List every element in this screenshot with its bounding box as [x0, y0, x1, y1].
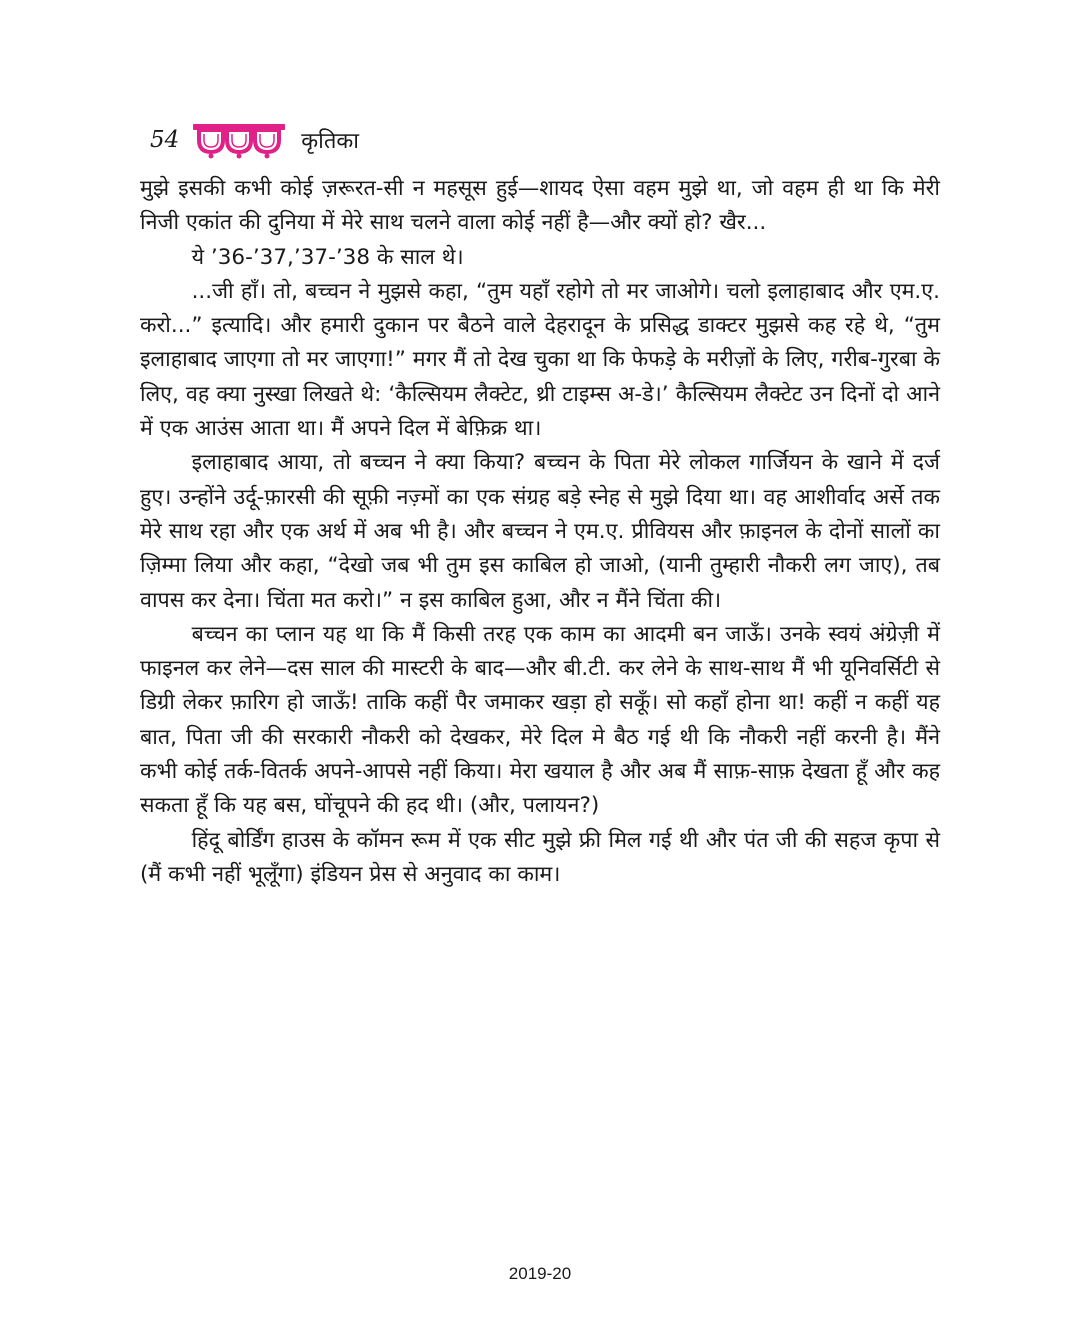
page-number: 54: [150, 127, 180, 153]
page-header: [150, 118, 359, 162]
paragraph: बच्चन का प्लान यह था कि मैं किसी तरह एक काम का आदमी बन जाऊँ। उनके स्वयं अंग्रेज़ी में फाइनल कर लेने—दस साल की मास्टरी के बाद—और बी.टी. कर लेने के साथ-साथ मैं भी यूनिवर्सिटी से डिग्री लेकर फ़ारिग हो जाऊँ! ताकि कहीं पैर जमाकर खड़ा हो सकूँ। सो कहाँ होना था! कहीं न कहीं यह बात, पिता जी की सरकारी नौकरी को देखकर, मेरे दिल मे बैठ गई थी कि नौकरी नहीं करनी है। मैंने कभी कोई तर्क-वितर्क अपने-आपसे नहीं किया। मेरा खयाल है और अब मैं साफ़-साफ़ देखता हूँ और कह सकता हूँ कि यह बस, घोंचूपने की हद थी। (और, पलायन?): [140, 621, 940, 819]
paragraph: मुझे इसकी कभी कोई ज़रूरत-सी न महसूस हुई—शायद ऐसा वहम मुझे था, जो वहम ही था कि मेरी निजी एकांत की दुनिया में मेरे साथ चलने वाला कोई नहीं है—और क्यों हो? खैर...: [140, 176, 940, 236]
paragraph: ...जी हाँ। तो, बच्चन ने मुझसे कहा, “तुम यहाँ रहोगे तो मर जाओगे। चलो इलाहाबाद और एम.ए. करो...” इत्यादि। और हमारी दुकान पर बैठने वाले देहरादून के प्रसिद्ध डाक्टर मुझसे कह रहे थे, “तुम इलाहाबाद जाएगा तो मर जाएगा!” मगर मैं तो देख चुका था कि फेफड़े के मरीज़ों के लिए, गरीब-गुरबा के लिए, वह क्या नुस्खा लिखते थे: ‘कैल्सियम लैक्टेट, थ्री टाइम्स अ-डे।’ कैल्सियम लैक्टेट उन दिनों दो आने में एक आउंस आता था। मैं अपने दिल में बेफ़िक्र था।: [140, 278, 940, 442]
three-arch-ornament-icon: [191, 120, 287, 160]
paragraph: इलाहाबाद आया, तो बच्चन ने क्या किया? बच्चन के पिता मेरे लोकल गार्जियन के खाने में दर्ज हुए। उन्होंने उर्दू-फ़ारसी की सूफ़ी नज़्मों का एक संग्रह बड़े स्नेह से मुझे दिया था। वह आशीर्वाद अर्से तक मेरे साथ रहा और एक अर्थ में अब भी है। और बच्चन ने एम.ए. प्रीवियस और फ़ाइनल के दोनों सालों का ज़िम्मा लिया और कहा, “देखो जब भी तुम इस काबिल हो जाओ, (यानी तुम्हारी नौकरी लग जाए), तब वापस कर देना। चिंता मत करो।” न इस काबिल हुआ, और न मैंने चिंता की।: [140, 450, 940, 613]
body-text: [140, 172, 940, 892]
paragraph: ये ’36-’37,’37-’38 के साल थे।: [191, 244, 464, 270]
footer-year: 2019-20: [508, 1264, 572, 1283]
paragraph: हिंदू बोर्डिंग हाउस के कॉमन रूम में एक सीट मुझे फ्री मिल गई थी और पंत जी की सहज कृपा से (मैं कभी नहीं भूलूँगा) इंडियन प्रेस से अनुवाद का काम।: [140, 827, 940, 887]
running-title: कृतिका: [301, 129, 360, 154]
